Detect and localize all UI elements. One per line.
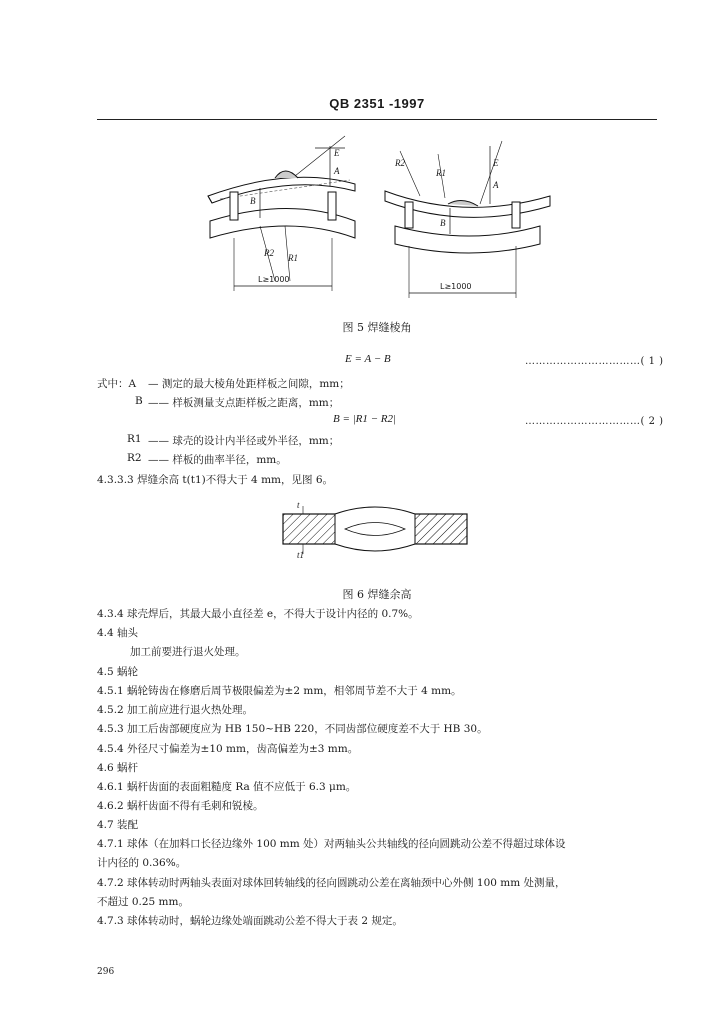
def-A-term: 式中：A: [97, 378, 137, 390]
clause-4-7-heading: 4.7 装配: [97, 819, 139, 831]
fig5-right-label-R2: R2: [395, 158, 405, 168]
def-R1-desc: —— 球壳的设计内半径或外半径，mm；: [148, 435, 340, 447]
header-rule: [97, 119, 657, 120]
clause-4-5-2: 4.5.2 加工前应进行退火热处理。: [97, 704, 254, 716]
def-R2-term: R2: [127, 452, 142, 464]
clause-4-3-3-3: 4.3.3.3 焊缝余高 t(t1)不得大于 4 mm，见图 6。: [97, 474, 334, 486]
fig5-right-label-E: E: [493, 158, 499, 168]
figure-5-caption: 图 5 焊缝棱角: [342, 321, 412, 334]
fig5-right-label-B: B: [440, 218, 446, 228]
def-A-desc: — 测定的最大棱角处距样板之间隙，mm；: [148, 378, 350, 390]
equation-2: B = |R1 − R2|: [333, 413, 397, 425]
fig5-right-label-A: A: [493, 180, 499, 190]
clause-4-7-3: 4.7.3 球体转动时，蜗轮边缘处端面跳动公差不得大于表 2 规定。: [97, 915, 403, 927]
clause-4-4-heading: 4.4 轴头: [97, 627, 139, 639]
fig5-right-label-R1: R1: [436, 168, 446, 178]
clause-4-4-text: 加工前要进行退火处理。: [130, 646, 246, 658]
equation-1: E = A − B: [345, 353, 391, 365]
fig5-left-label-R2: R2: [264, 248, 274, 258]
clause-4-7-1-cont: 计内径的 0.36%。: [97, 857, 187, 869]
clause-4-7-1: 4.7.1 球体（在加料口长径边缘外 100 mm 处）对两轴头公共轴线的径向圆跳动公差不得超过球体设: [97, 838, 566, 850]
figure-5-diagram: [190, 126, 560, 306]
fig5-left-label-E: E: [334, 148, 340, 158]
fig6-label-t1: t1: [297, 550, 305, 560]
equation-1-number: ……………………………( 1 ): [525, 356, 664, 367]
clause-4-5-1: 4.5.1 蜗轮铸齿在修磨后周节极限偏差为±2 mm，相邻周节差不大于 4 mm。: [97, 685, 462, 697]
fig5-left-label-A: A: [334, 166, 340, 176]
fig6-label-t: t: [297, 500, 300, 510]
fig5-right-label-L: L≥1000: [440, 282, 472, 291]
clause-4-6-1: 4.6.1 蜗杆齿面的表面粗糙度 Ra 值不应低于 6.3 μm。: [97, 781, 357, 793]
def-B-desc: —— 样板测量支点距样板之距离，mm；: [148, 397, 340, 409]
def-R1-term: R1: [127, 433, 142, 445]
figure-5-right-diagram: [385, 141, 550, 298]
fig5-left-label-R1: R1: [288, 253, 298, 263]
page-header: QB 2351 -1997: [329, 96, 425, 111]
clause-4-7-2-cont: 不超过 0.25 mm。: [97, 896, 189, 908]
fig5-left-label-B: B: [250, 196, 256, 206]
def-B-term: B: [135, 395, 143, 407]
fig5-left-label-L: L≥1000: [258, 275, 290, 284]
clause-4-6-2: 4.6.2 蜗杆齿面不得有毛刺和锐棱。: [97, 800, 264, 812]
figure-5-left-diagram: [208, 136, 355, 291]
clause-4-5-4: 4.5.4 外径尺寸偏差为±10 mm，齿高偏差为±3 mm。: [97, 743, 359, 755]
equation-2-number: ……………………………( 2 ): [525, 416, 664, 427]
figure-6-caption: 图 6 焊缝余高: [342, 588, 412, 601]
clause-4-7-2: 4.7.2 球体转动时两轴头表面对球体回转轴线的径向圆跳动公差在离轴颈中心外侧 100 mm 处测量，: [97, 877, 566, 889]
figure-6-diagram: [275, 498, 475, 560]
clause-4-6-heading: 4.6 蜗杆: [97, 762, 139, 774]
page-number: 296: [97, 967, 115, 977]
def-R2-desc: —— 样板的曲率半径，mm。: [148, 454, 287, 466]
clause-4-5-3: 4.5.3 加工后齿部硬度应为 HB 150~HB 220，不同齿部位硬度差不大于 HB 30。: [97, 723, 488, 735]
clause-4-3-4: 4.3.4 球壳焊后，其最大最小直径差 e，不得大于设计内径的 0.7%。: [97, 608, 419, 620]
clause-4-5-heading: 4.5 蜗轮: [97, 666, 139, 678]
